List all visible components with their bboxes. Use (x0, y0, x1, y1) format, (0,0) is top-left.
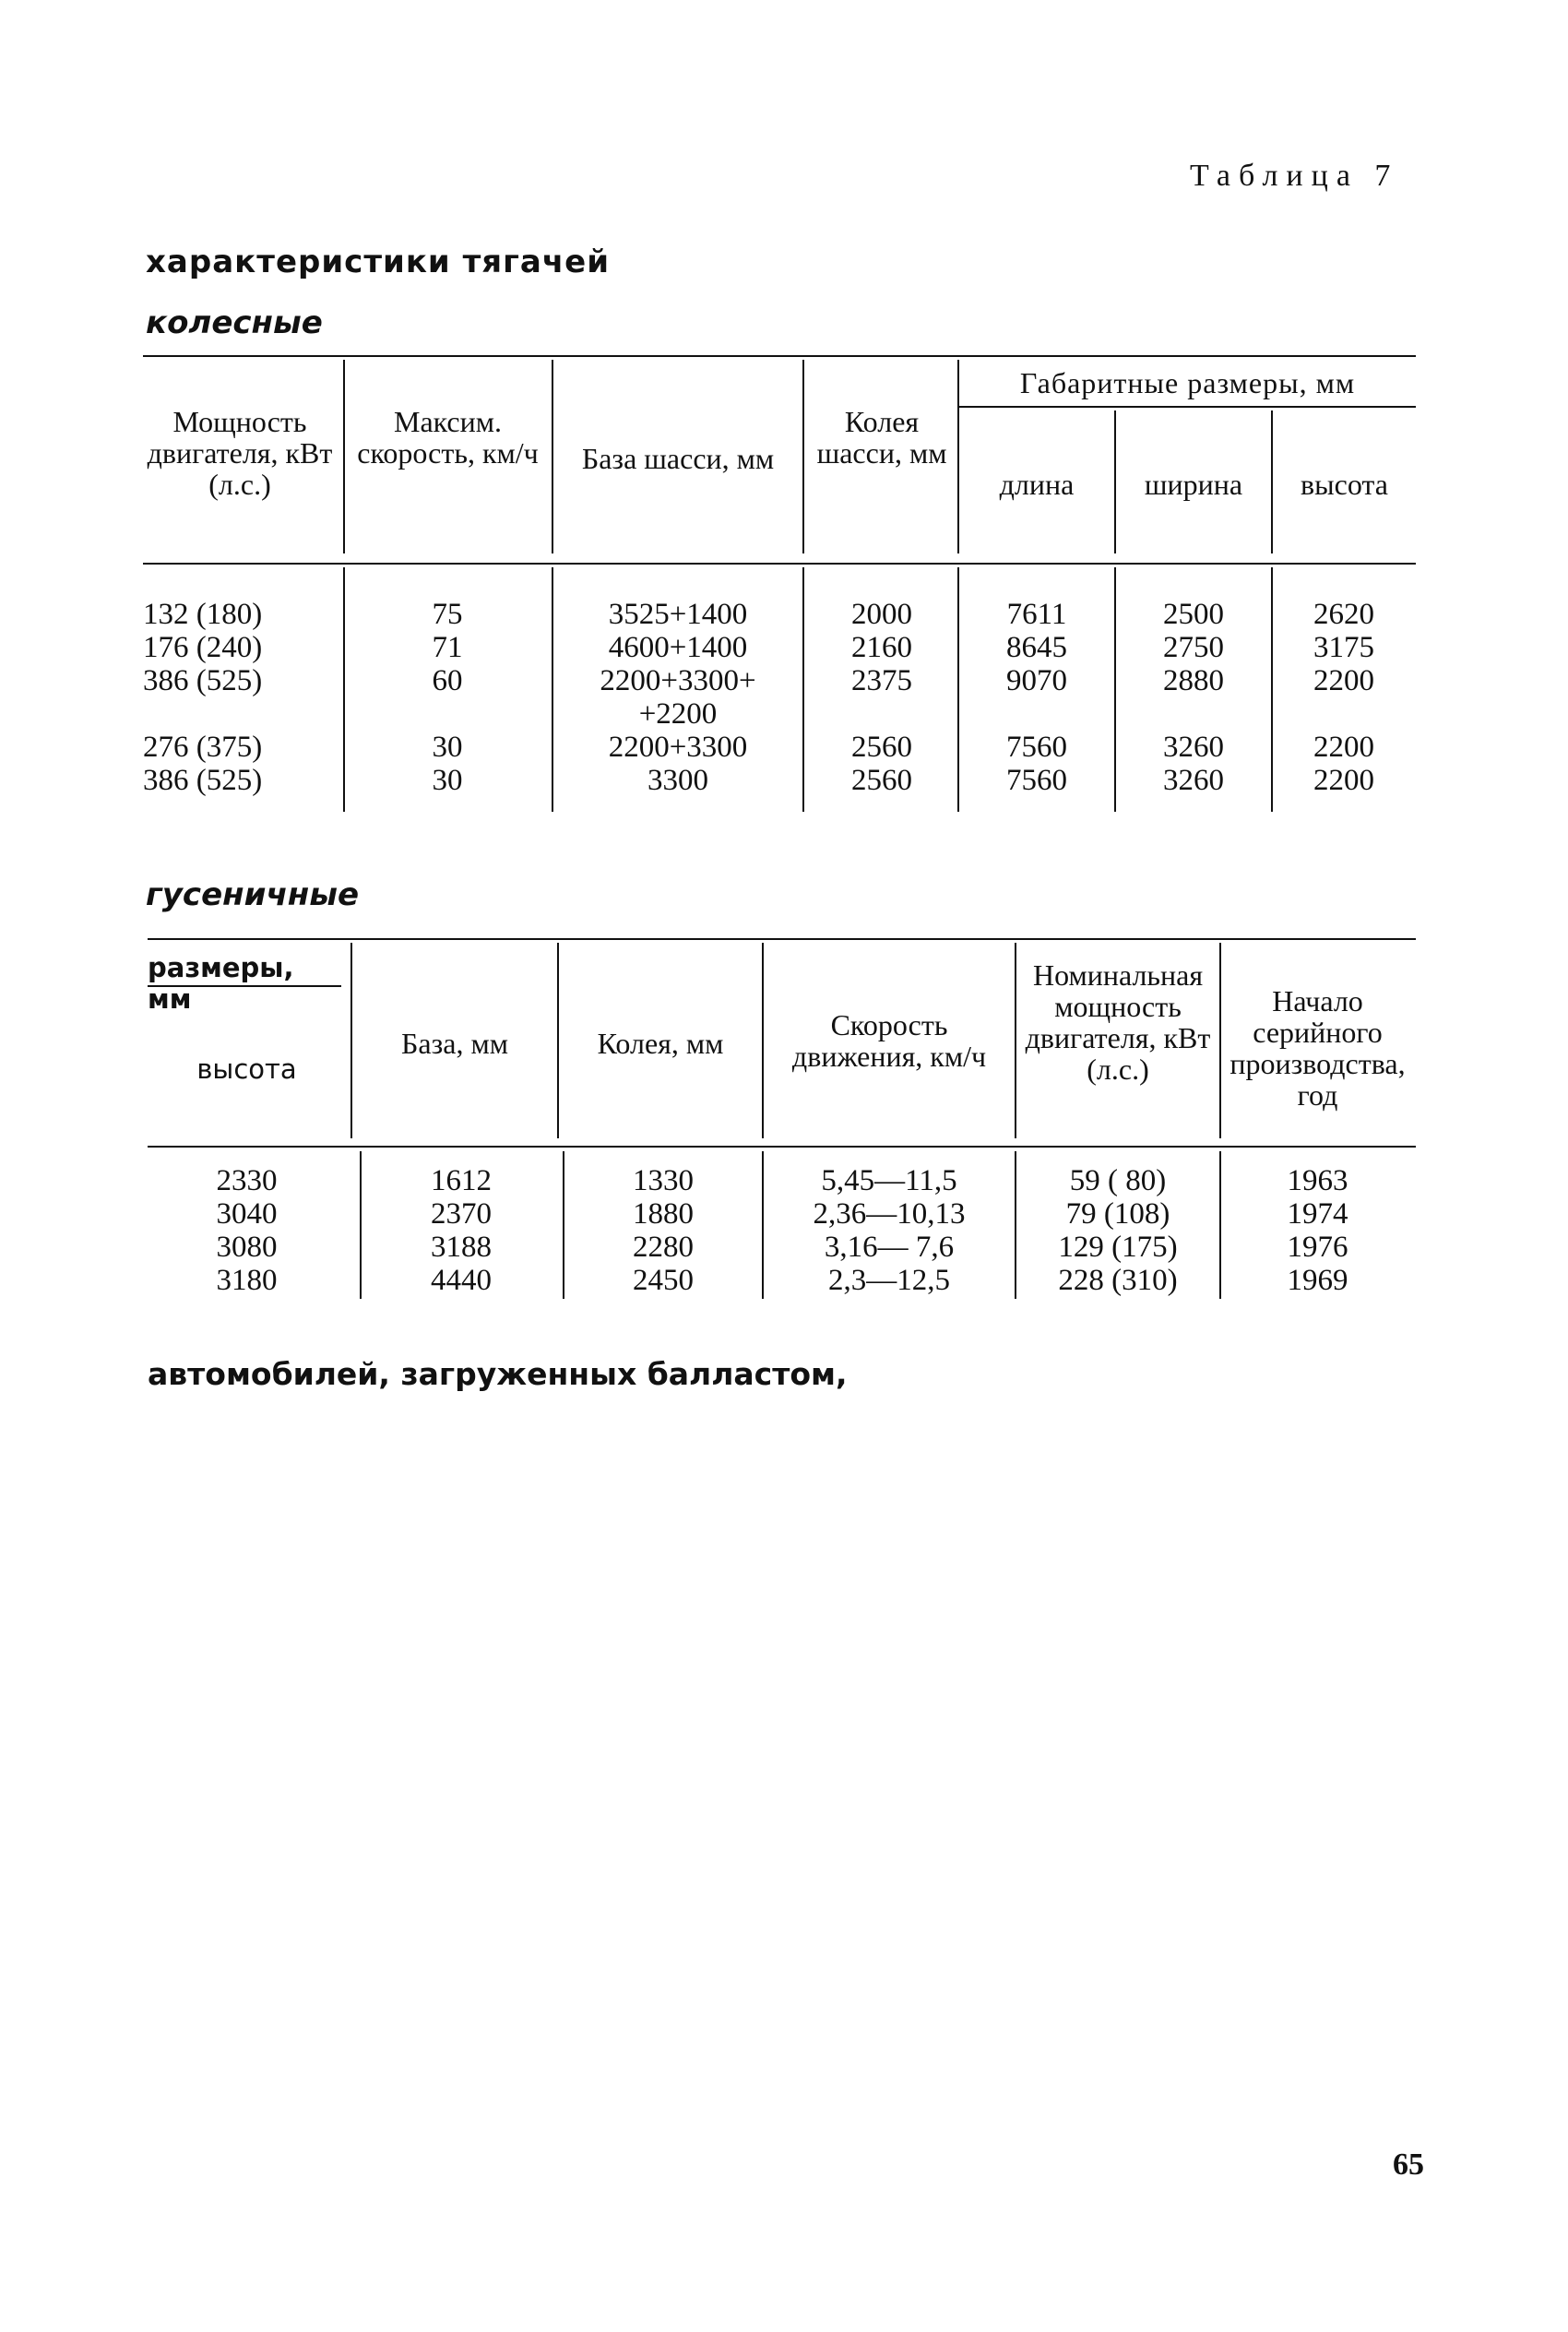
table-label: Таблица 7 (1190, 159, 1399, 193)
cell-width: 2750 (1163, 631, 1224, 664)
cell-length: 7611 (1006, 598, 1067, 631)
cell-speed: 3,16— 7,6 (824, 1231, 955, 1264)
cell-power: 129 (175) (1058, 1231, 1178, 1264)
cell-length: 7560 (1006, 764, 1067, 797)
cell-speed: 2,36—10,13 (813, 1197, 966, 1231)
cell-width: 2500 (1163, 598, 1224, 631)
cell-power: 228 (310) (1058, 1264, 1178, 1297)
cell-speed: 71 (432, 631, 463, 664)
cell-width: 3260 (1163, 731, 1224, 764)
tracked-vrule (1219, 1151, 1221, 1299)
cell-height: 2200 (1313, 764, 1374, 797)
cell-base: 4440 (431, 1264, 492, 1297)
cell-base: 3300 (647, 764, 708, 797)
wheeled-vrule (802, 567, 804, 812)
cell-base: 3525+1400 (608, 598, 748, 631)
cell-speed: 60 (432, 664, 463, 697)
cell-height: 3040 (216, 1197, 278, 1231)
cell-power: 176 (240) (143, 631, 263, 664)
wheeled-dims-rule (959, 406, 1416, 408)
table-title: характеристики тягачей (146, 244, 611, 280)
wheeled-vrule (343, 567, 345, 812)
tracked-header-track: Колея, мм (597, 1027, 724, 1060)
cell-start: 1974 (1287, 1197, 1348, 1231)
cell-base: 2370 (431, 1197, 492, 1231)
cell-track: 2375 (851, 664, 912, 697)
cell-power: 132 (180) (143, 598, 263, 631)
cell-length: 9070 (1006, 664, 1067, 697)
wheeled-header-track: Колея шасси, мм (816, 405, 947, 470)
tracked-vrule (762, 943, 764, 1138)
cell-base: 3188 (431, 1231, 492, 1264)
cell-track: 2280 (633, 1231, 694, 1264)
cell-power: 59 ( 80) (1069, 1164, 1167, 1197)
cell-base: 1612 (431, 1164, 492, 1197)
wheeled-header-speed: Максим. скорость, км/ч (357, 405, 539, 470)
cell-start: 1976 (1287, 1231, 1348, 1264)
footer-note: автомобилей, загруженных балластом, (148, 1356, 848, 1392)
tracked-vrule (557, 943, 559, 1138)
tracked-vrule (1015, 943, 1016, 1138)
wheeled-header-power: Мощность двигателя, кВт (л.с.) (147, 405, 333, 501)
cell-height: 2330 (216, 1164, 278, 1197)
cell-height: 2200 (1313, 664, 1374, 697)
tracked-vrule (1219, 943, 1221, 1138)
cell-height: 3180 (216, 1264, 278, 1297)
tracked-header-speed: Скорость движения, км/ч (791, 1008, 987, 1073)
cell-track: 1330 (633, 1164, 694, 1197)
cell-start: 1963 (1287, 1164, 1348, 1197)
wheeled-top-rule (143, 355, 1416, 357)
cell-speed: 75 (432, 598, 463, 631)
tracked-header-dims: размеры, мм (148, 952, 294, 1015)
cell-width: 2880 (1163, 664, 1224, 697)
cell-power: 276 (375) (143, 731, 263, 764)
cell-power: 79 (108) (1065, 1197, 1170, 1231)
wheeled-vrule (343, 360, 345, 553)
cell-base: 2200+3300 (608, 731, 748, 764)
wheeled-header-length: длина (999, 468, 1075, 501)
cell-height: 2200 (1313, 731, 1374, 764)
wheeled-vrule (957, 567, 959, 812)
wheeled-header-width: ширина (1144, 468, 1243, 501)
cell-track: 2560 (851, 764, 912, 797)
wheeled-header-rule (143, 563, 1416, 565)
cell-height: 2620 (1313, 598, 1374, 631)
cell-length: 8645 (1006, 631, 1067, 664)
tracked-vrule (563, 1151, 564, 1299)
cell-track: 2160 (851, 631, 912, 664)
wheeled-vrule (1271, 567, 1273, 812)
tracked-top-rule (148, 938, 1416, 940)
cell-track: 2560 (851, 731, 912, 764)
cell-base: 4600+1400 (608, 631, 748, 664)
wheeled-header-dims: Габаритные размеры, мм (1019, 366, 1356, 399)
tracked-header-start: Начало серийного производства, год (1229, 984, 1406, 1112)
tracked-vrule (762, 1151, 764, 1299)
cell-length: 7560 (1006, 731, 1067, 764)
cell-start: 1969 (1287, 1264, 1348, 1297)
wheeled-vrule (552, 567, 553, 812)
tracked-header-base: База, мм (401, 1027, 508, 1060)
cell-base-continued: +2200 (638, 697, 718, 731)
wheeled-header-height: высота (1301, 468, 1388, 501)
cell-width: 3260 (1163, 764, 1224, 797)
cell-speed: 2,3—12,5 (828, 1264, 950, 1297)
cell-speed: 30 (432, 731, 463, 764)
cell-track: 2450 (633, 1264, 694, 1297)
cell-speed: 5,45—11,5 (821, 1164, 957, 1197)
tracked-header-power: Номинальная мощность двигателя, кВт (л.с.) (1025, 958, 1211, 1086)
tracked-header-height: высота (196, 1053, 297, 1085)
wheeled-header-base: База шасси, мм (581, 442, 775, 475)
page-number: 65 (1393, 2148, 1424, 2182)
cell-track: 1880 (633, 1197, 694, 1231)
tracked-vrule (360, 1151, 362, 1299)
cell-height: 3080 (216, 1231, 278, 1264)
cell-base: 2200+3300+ (600, 664, 756, 697)
wheeled-subtitle: колесные (146, 304, 323, 341)
cell-height: 3175 (1313, 631, 1374, 664)
cell-track: 2000 (851, 598, 912, 631)
cell-speed: 30 (432, 764, 463, 797)
wheeled-vrule (802, 360, 804, 553)
tracked-vrule (1015, 1151, 1016, 1299)
cell-power: 386 (525) (143, 764, 263, 797)
wheeled-vrule (1114, 567, 1116, 812)
tracked-subtitle: гусеничные (146, 876, 360, 913)
cell-power: 386 (525) (143, 664, 263, 697)
tracked-header-rule (148, 1146, 1416, 1148)
tracked-vrule (350, 943, 352, 1138)
